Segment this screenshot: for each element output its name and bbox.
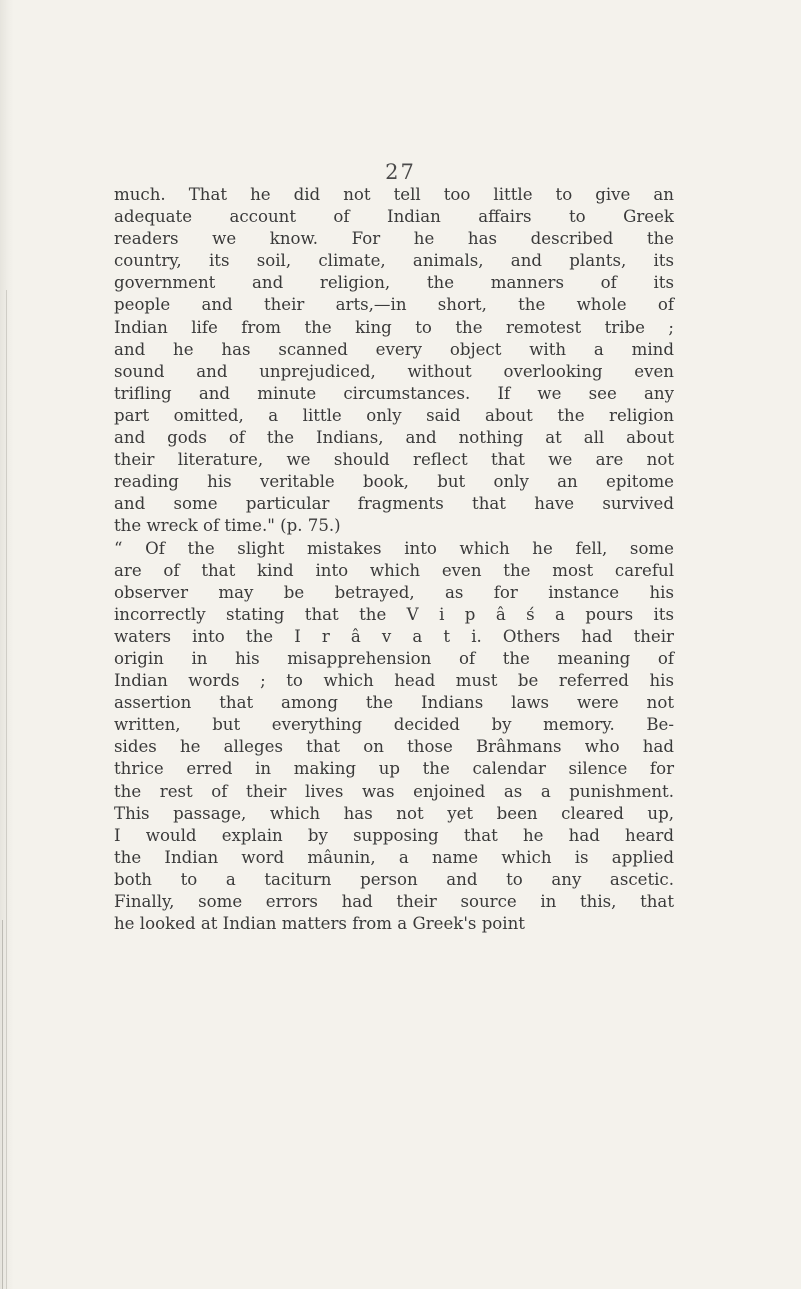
text-line: the wreck of time." (p. 75.) — [114, 516, 341, 536]
text-line: trifling and minute circumstances. If we see any — [114, 383, 674, 403]
text-line: and he has scanned every object with a mind — [114, 339, 674, 359]
page-number: 27 — [385, 160, 416, 184]
binding-line — [6, 290, 7, 1289]
text-line: their literature, we should reflect that we are not — [114, 450, 674, 470]
text-line: written, but everything decided by memory. Be- — [114, 715, 674, 735]
text-line: Indian life from the king to the remotest tribe ; — [114, 317, 674, 337]
text-line: both to a taciturn person and to any ascetic. — [114, 869, 674, 889]
text-line: and gods of the Indians, and nothing at all about — [114, 428, 674, 448]
text-line: sound and unprejudiced, without overlooking even — [114, 361, 674, 381]
text-line: sides he alleges that on those Brâhmans who had — [114, 737, 674, 757]
text-line: the rest of their lives was enjoined as a punishment. — [114, 781, 674, 801]
text-line: the Indian word mâunin, a name which is applied — [114, 847, 674, 867]
text-line: waters into the I r â v a t i. Others had their — [114, 626, 674, 646]
text-line: observer may be betrayed, as for instance his — [114, 582, 674, 602]
text-line: reading his veritable book, but only an epitome — [114, 472, 674, 492]
text-line: This passage, which has not yet been cleared up, — [114, 803, 674, 823]
text-line: are of that kind into which even the most careful — [114, 560, 674, 580]
text-line: he looked at Indian matters from a Greek's point — [114, 914, 525, 934]
text-line: incorrectly stating that the V i p â ś a pours its — [114, 604, 674, 624]
text-line: I would explain by supposing that he had heard — [114, 825, 674, 845]
text-line: government and religion, the manners of its — [114, 273, 674, 293]
text-line: thrice erred in making up the calendar silence for — [114, 759, 674, 779]
text-line: “ Of the slight mistakes into which he fell, some — [114, 538, 674, 558]
text-line: country, its soil, climate, animals, and plants, its — [114, 251, 674, 271]
text-line: readers we know. For he has described the — [114, 229, 674, 249]
binding-line-outer — [2, 920, 3, 1289]
body-text — [114, 184, 674, 935]
text-line: adequate account of Indian affairs to Greek — [114, 207, 674, 227]
text-line: Indian words ; to which head must be referred his — [114, 671, 674, 691]
text-line: much. That he did not tell too little to give an — [114, 185, 674, 204]
text-line: assertion that among the Indians laws were not — [114, 693, 674, 713]
text-line: and some particular fragments that have survived — [114, 494, 674, 514]
text-line: Finally, some errors had their source in this, that — [114, 892, 674, 911]
text-line: part omitted, a little only said about the religion — [114, 405, 674, 425]
text-line: people and their arts,—in short, the whole of — [114, 295, 674, 315]
text-line: origin in his misapprehension of the meaning of — [114, 648, 674, 668]
